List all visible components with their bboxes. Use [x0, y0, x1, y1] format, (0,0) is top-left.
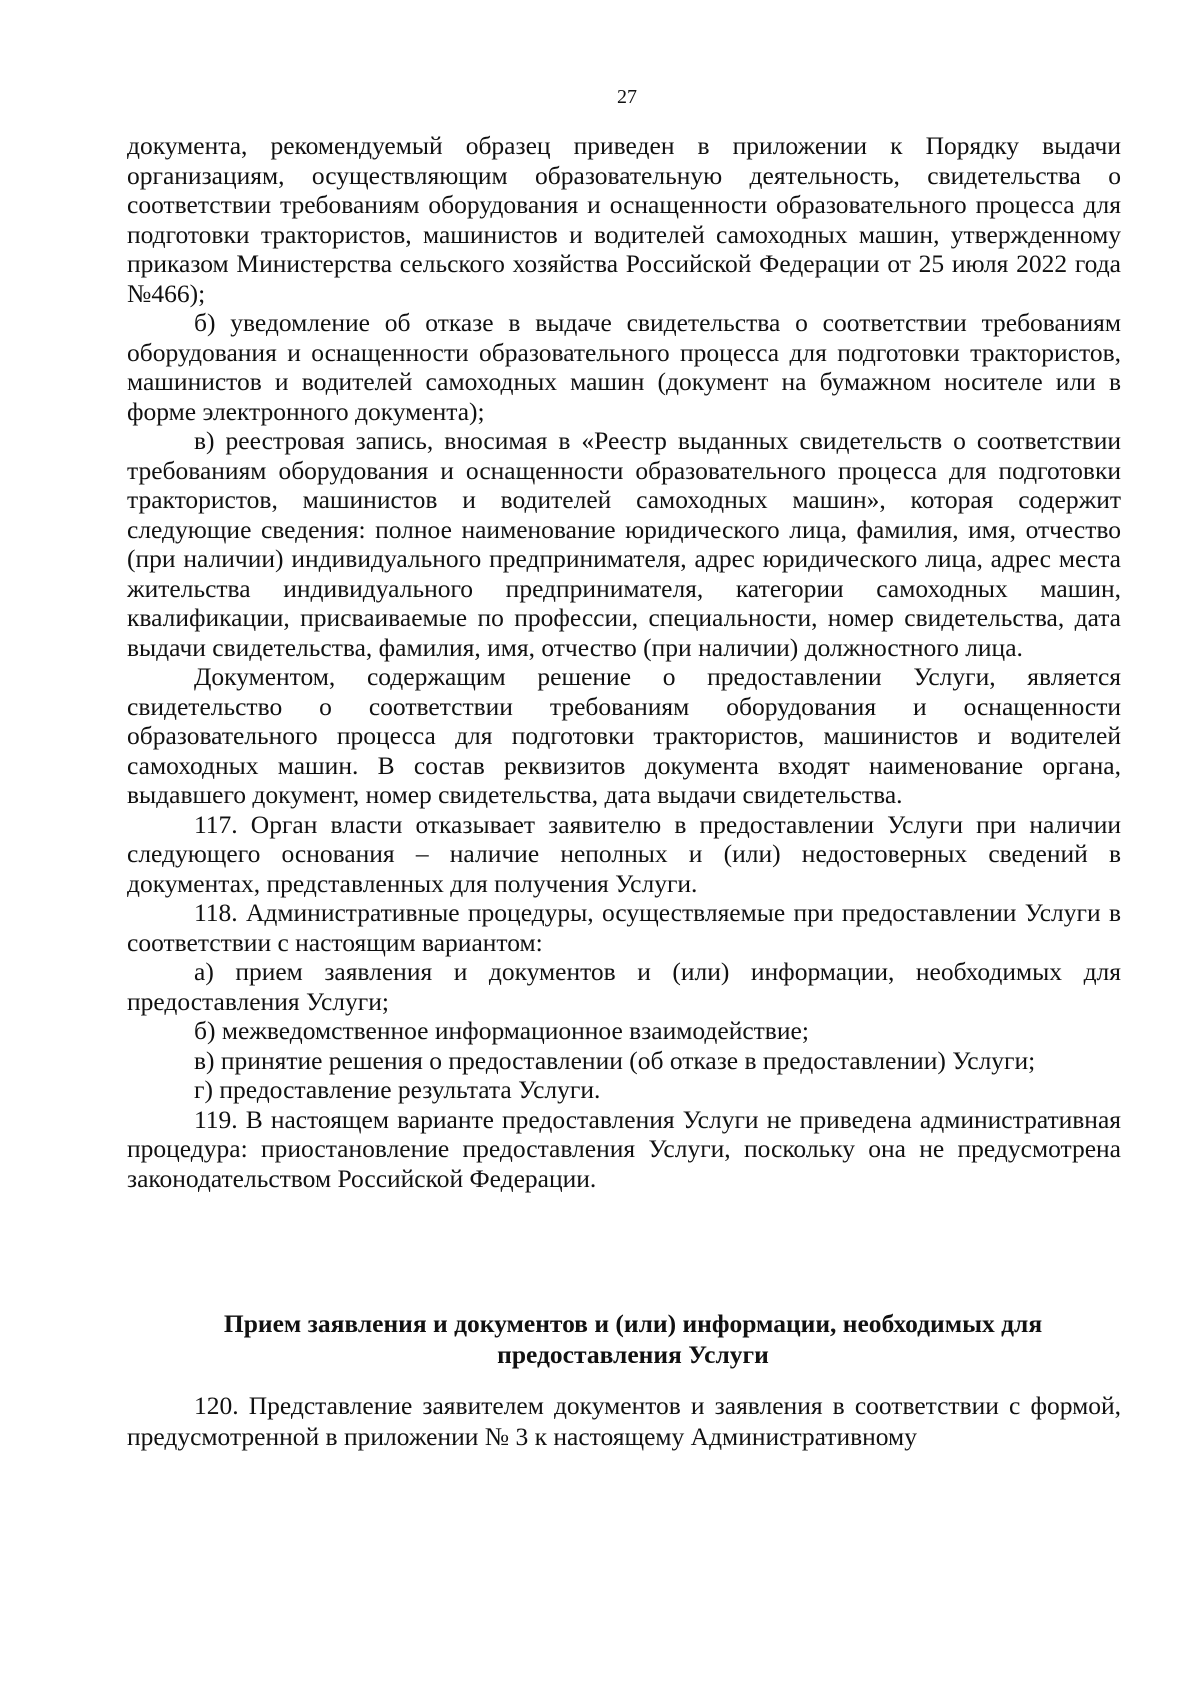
paragraph-117: 117. Орган власти отказывает заявителю в предоставлении Услуги при наличии следующего основания – наличие неполных и (или) недостоверных сведений в документах, представленных для получения Услуги.: [127, 809, 1121, 898]
paragraph-119: 119. В настоящем варианте предоставления Услуги не приведена административная процедура: приостановление предоставления Услуги, поскольку она не предусмотрена законодательством Российской Федерации.: [127, 1104, 1121, 1193]
paragraph-118-b: б) межведомственное информационное взаимодействие;: [194, 1016, 809, 1045]
body-text: [127, 131, 1121, 1193]
paragraph-118-a: а) прием заявления и документов и (или) информации, необходимых для предоставления Услуги;: [127, 957, 1121, 1016]
paragraph-decision-document: Документом, содержащим решение о предоставлении Услуги, является свидетельство о соответствии требованиям оборудования и оснащенности образовательного процесса для подготовки трактористов, машинистов и водителей самоходных машин. В состав реквизитов документа входят наименование органа, выдавшего документ, номер свидетельства, дата выдачи свидетельства.: [127, 662, 1121, 809]
paragraph-item-v: в) реестровая запись, вносимая в «Реестр выданных свидетельств о соответствии требованиям оборудования и оснащенности образовательного процесса для подготовки трактористов, машинистов и водителей самоходных машин», которая содержит следующие сведения: полное наименование юридического лица, фамилия, имя, отчество (при наличии) индивидуального предпринимателя, адрес юридического лица, адрес места жительства индивидуального предпринимателя, категории самоходных машин, квалификации, присваиваемые по профессии, специальности, номер свидетельства, дата выдачи свидетельства, фамилия, имя, отчество (при наличии) должностного лица.: [127, 426, 1121, 662]
paragraph-120: 120. Представление заявителем документов и заявления в соответствии с формой, предусмотренной в приложении № 3 к настоящему Административному: [127, 1391, 1121, 1451]
page-number: 27: [617, 86, 637, 108]
paragraph-118-v: в) принятие решения о предоставлении (об отказе в предоставлении) Услуги;: [194, 1045, 1036, 1075]
section-heading: Прием заявления и документов и (или) информации, необходимых для предоставления Услуги: [223, 1309, 1043, 1369]
paragraph-118-g: г) предоставление результата Услуги.: [194, 1075, 601, 1104]
paragraph-118: 118. Административные процедуры, осуществляемые при предоставлении Услуги в соответствии с настоящим вариантом:: [127, 898, 1121, 957]
paragraph-item-b: б) уведомление об отказе в выдаче свидетельства о соответствии требованиям оборудования и оснащенности образовательного процесса для подготовки трактористов, машинистов и водителей самоходных машин (документ на бумажном носителе или в форме электронного документа);: [127, 308, 1121, 426]
body-text-continued: [127, 1390, 1121, 1452]
paragraph-continuation: документа, рекомендуемый образец приведен в приложении к Порядку выдачи организациям, осуществляющим образовательную деятельность, свидетельства о соответствии требованиям оборудования и оснащенности образовательного процесса для подготовки трактористов, машинистов и водителей самоходных машин, утвержденному приказом Министерства сельского хозяйства Российской Федерации от 25 июля 2022 года №466);: [127, 131, 1121, 308]
